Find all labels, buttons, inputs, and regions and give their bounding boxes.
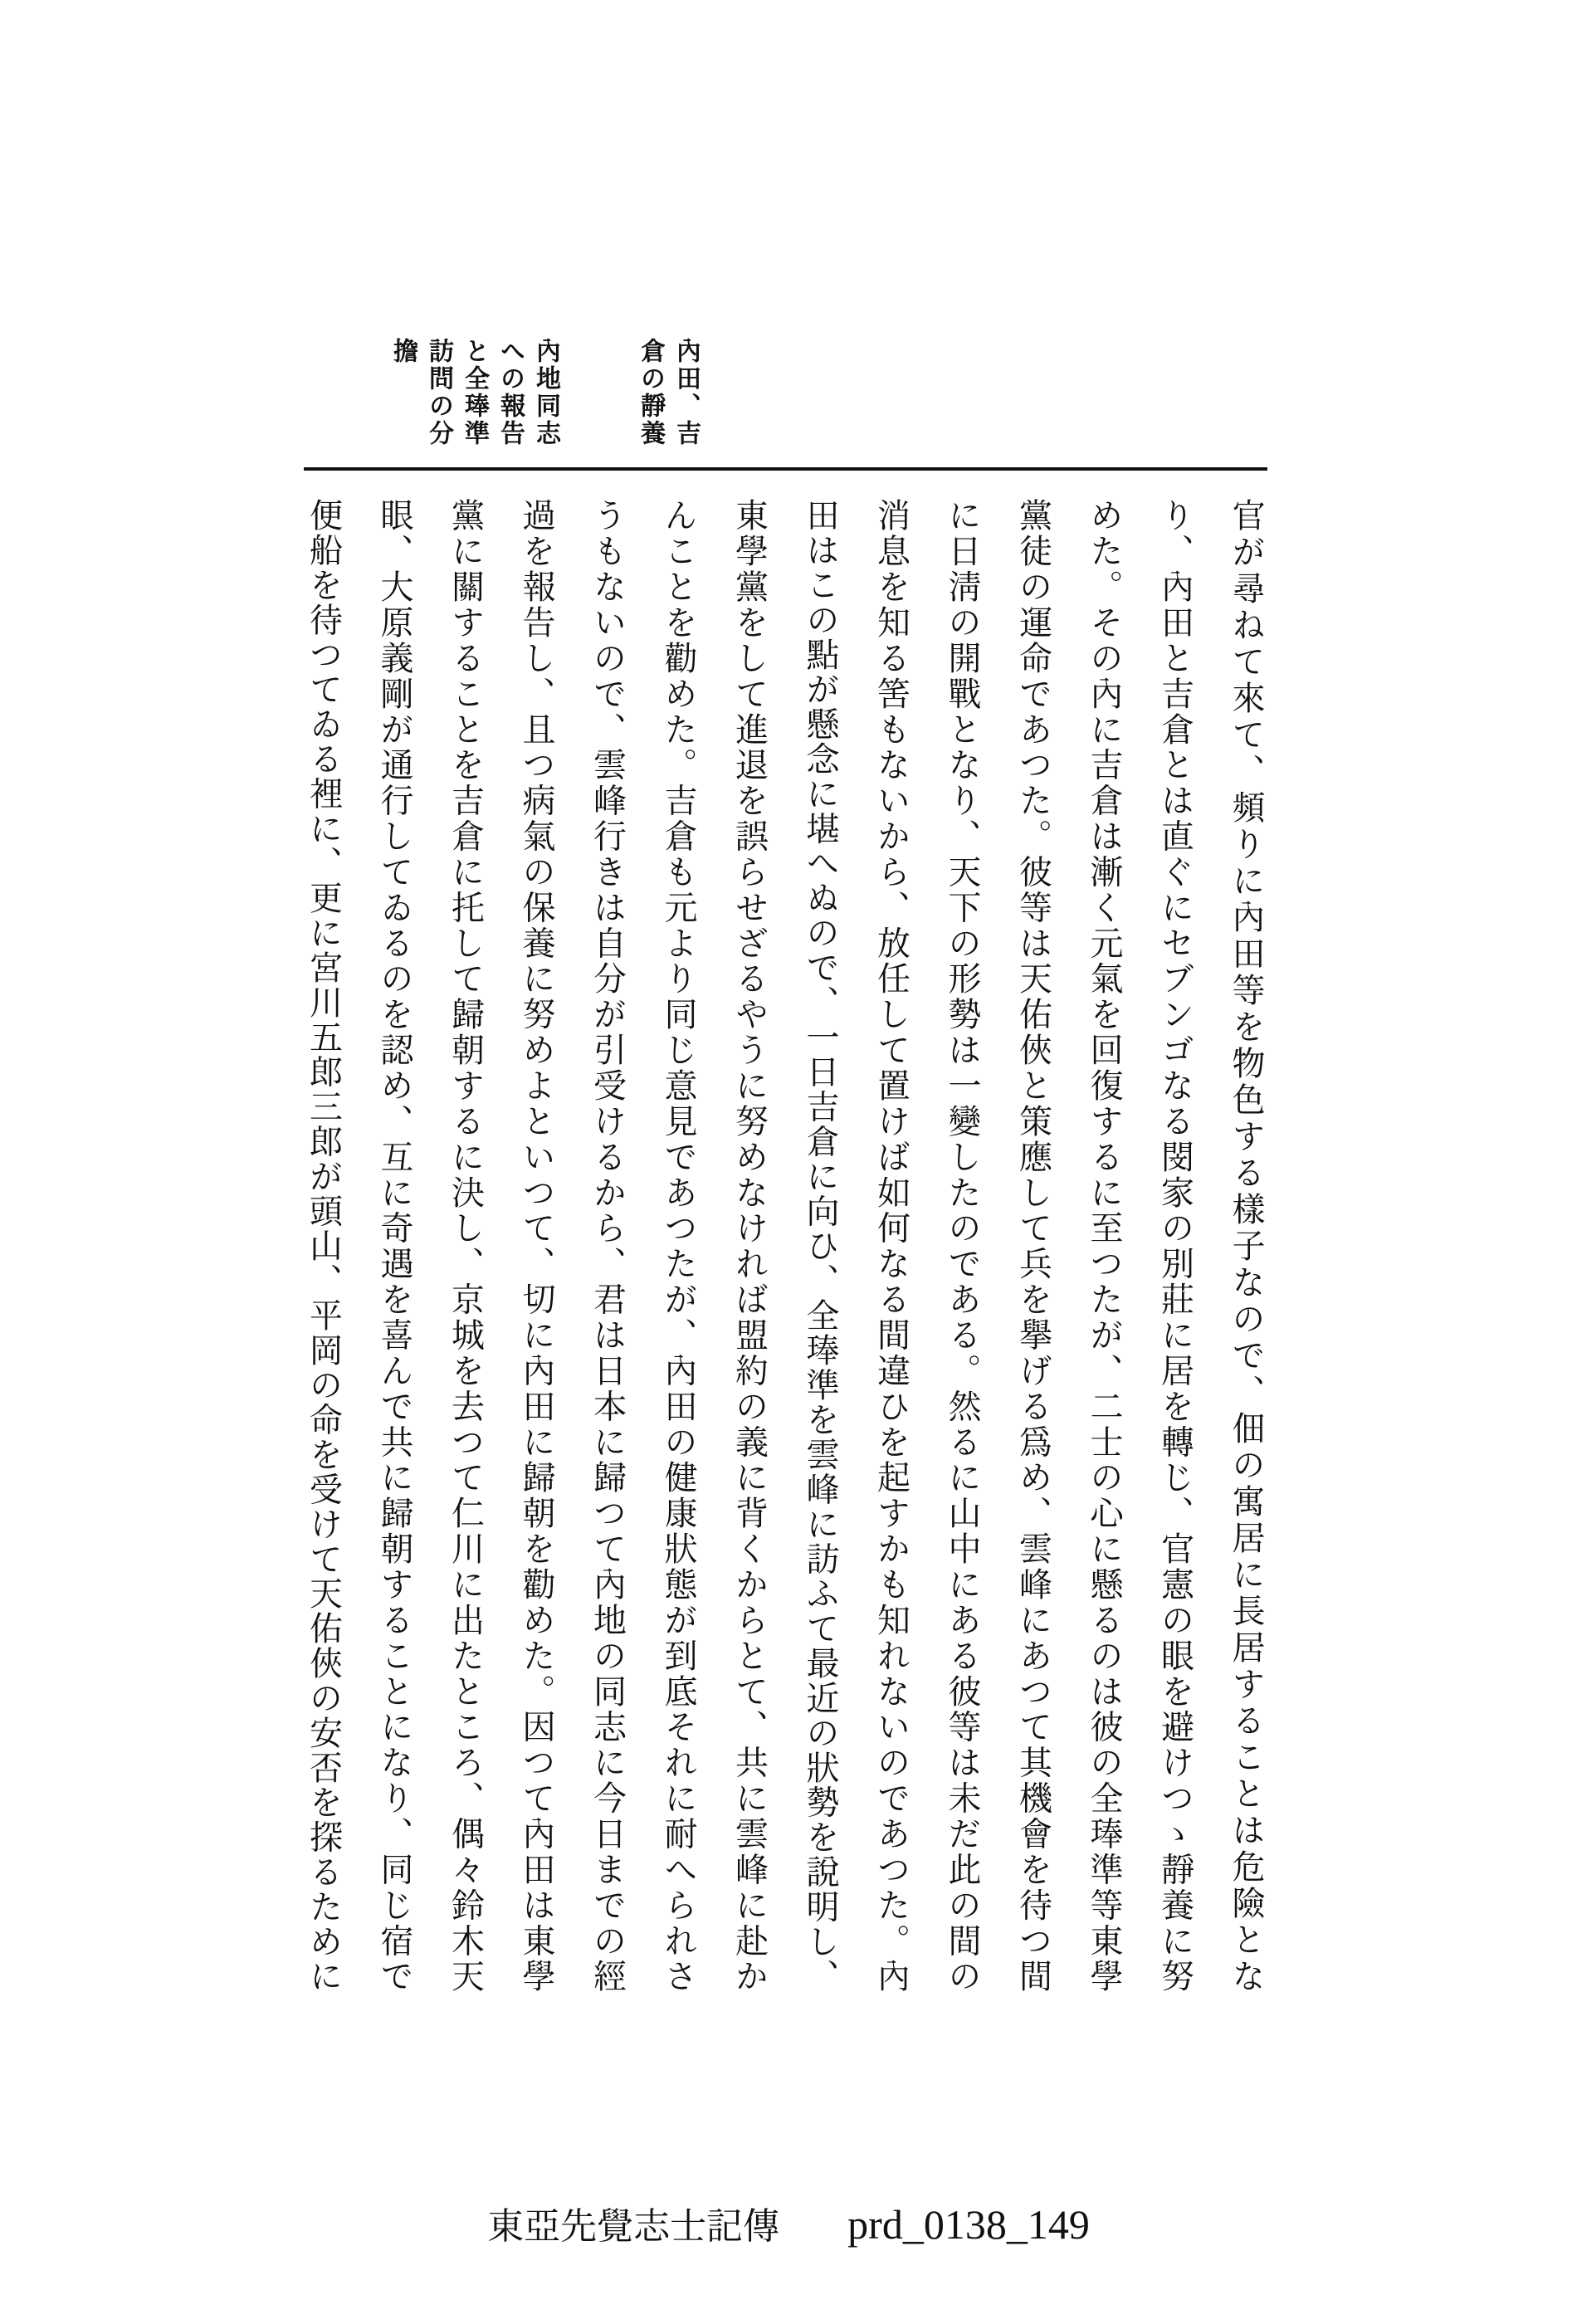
text-column: 便船を待つてゐる裡に、更に宮川五郎三郎が頭山、平岡の命を受けて天佑俠の安否を探るために xyxy=(304,498,343,1992)
text-column: うもないので、雲峰行きは自分が引受けるから、君は日本に歸つて內地の同志に今日までの經 xyxy=(588,498,627,1992)
text-column: 黨に關することを吉倉に托して歸朝するに決し、京城を去つて仁川に出たところ、偶々鈴木天 xyxy=(446,498,485,1992)
margin-note-line: 訪問の分 xyxy=(424,338,453,447)
page-id: prd_0138_149 xyxy=(847,2201,1090,2248)
text-column: 官が尋ねて來て、頻りに內田等を物色する樣子なので、佃の寓居に長居することは危險とな xyxy=(1227,498,1265,1992)
text-column: んことを勸めた。吉倉も元より同じ意見であつたが、內田の健康狀態が到底それに耐へられさ xyxy=(659,498,697,1992)
margin-note-line: への報告 xyxy=(496,338,525,447)
text-column: 田はこの點が懸念に堪へぬので、一日吉倉に向ひ、全琫準を雲峰に訪ふて最近の狀勢を說明し、 xyxy=(801,498,839,1992)
margin-note-line: 內地同志 xyxy=(531,338,560,447)
margin-note-report xyxy=(385,338,564,454)
text-column: 東學黨をして進退を誤らせざるやうに努めなければ盟約の義に背くからとて、共に雲峰に赴か xyxy=(730,498,769,1992)
margin-note-line: 倉の靜養 xyxy=(636,338,665,447)
body-text xyxy=(287,498,1281,1992)
text-column: に日淸の開戰となり、天下の形勢は一變したのである。然るに山中にある彼等は未だ此の間の xyxy=(943,498,981,1992)
margin-note-line: 擔 xyxy=(388,338,417,365)
text-column: めた。その內に吉倉は漸く元氣を回復するに至つたが、二士の心に懸るのは彼の全琫準等東學 xyxy=(1085,498,1123,1992)
page-footer xyxy=(0,2196,1577,2246)
text-column: 消息を知る筈もないから、放任して置けば如何なる間違ひを起すかも知れないのであつた。內 xyxy=(872,498,911,1992)
margin-note-line: 內田、吉 xyxy=(671,338,701,447)
header-rule xyxy=(304,467,1267,471)
book-title: 東亞先覺志士記傳 xyxy=(487,2205,780,2248)
text-column: 眼、大原義剛が通行してゐるのを認め、互に奇遇を喜んで共に歸朝することになり、同じ宿で xyxy=(375,498,413,1992)
text-column: 過を報告し、且つ病氣の保養に努めよといつて、切に內田に歸朝を勸めた。因つて內田は東學 xyxy=(517,498,555,1992)
margin-note-line: と全琫準 xyxy=(460,338,489,447)
margin-note-rest xyxy=(632,338,704,454)
text-column: り、內田と吉倉とは直ぐにセブンゴなる閔家の別莊に居を轉じ、官憲の眼を避けつゝ靜養に努 xyxy=(1155,498,1194,1992)
text-column: 黨徒の運命であつた。彼等は天佑俠と策應して兵を擧げる爲め、雲峰にあつて其機會を待つ間 xyxy=(1013,498,1052,1992)
